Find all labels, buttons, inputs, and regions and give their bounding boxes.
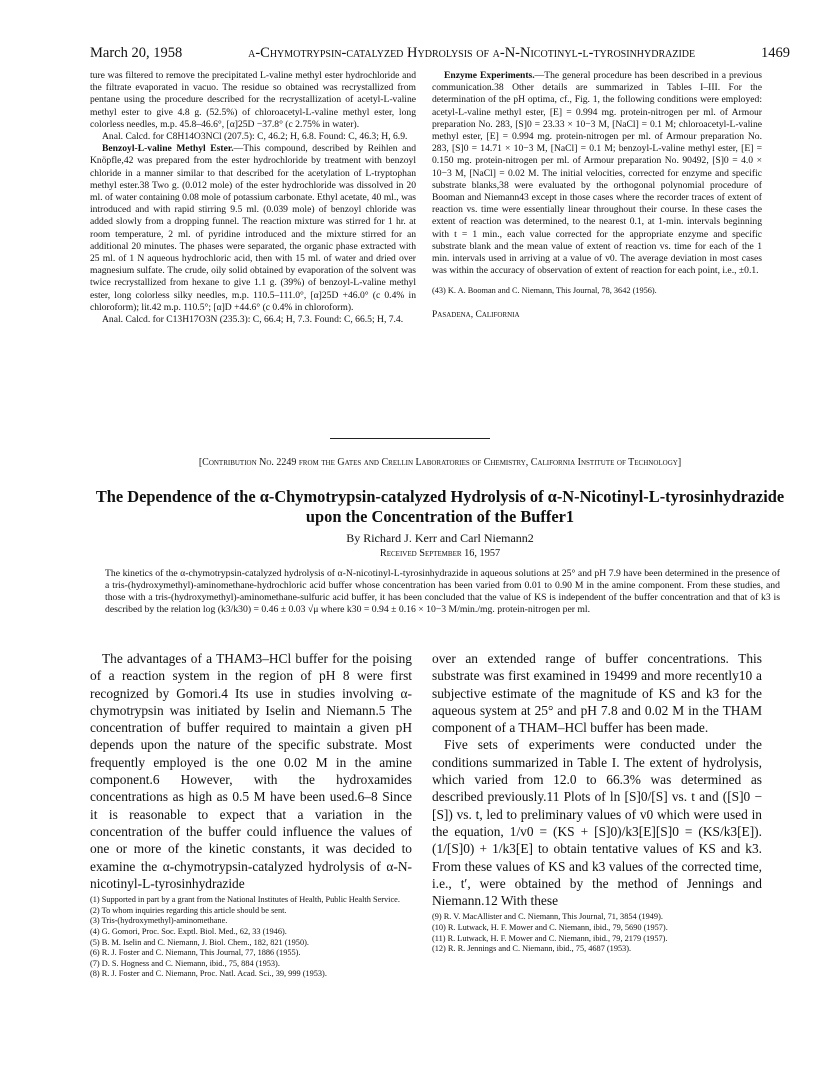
top-left-column [90, 70, 416, 326]
body-right-paragraph-2: Five sets of experiments were conducted under the conditions summarized in Table I. The extent of hydrolysis, which varied from 12.0 to 66.3% was determined as described previously.11 Plots of ln [S]0/[S] vs. t and ([S]0 − [S]) vs. t, led to preliminary values of v0 which were used in the equation, 1/v0 = (KS + [S]0)/k3[E][S]0 = (KS/k3[E]). (1/[S]0) + 1/k3[E] to obtain tentative values of KS and k3. From these values of KS and k3 values of the corrected time, i.e., t′, were obtained by the method of Jennings and Niemann.12 With these [432, 737, 762, 909]
footnote-1: (1) Supported in part by a grant from the National Institutes of Health, Public Health Service. [90, 895, 400, 905]
subheading-enzyme-experiments: Enzyme Experiments. [444, 70, 535, 81]
body-left-column [90, 650, 412, 980]
footnote-10: (10) R. Lutwack, H. F. Mower and C. Niemann, ibid., 79, 5690 (1957). [432, 923, 668, 933]
running-head [90, 45, 790, 62]
footnote-3: (3) Tris-(hydroxymethyl)-aminomethane. [90, 916, 228, 926]
body-left-paragraph: The advantages of a THAM3–HCl buffer for the poising of a reaction system in the region of pH 8 were first recognized by Gomori.4 Its use in studies involving α-chymotrypsin was initiated by Iselin and Niemann.5 The concentration of buffer required to maintain a given pH depends upon the nature of the specific substrate. Most frequently employed is the one 0.02 M in the amine component.6 However, with the hydroxamides concentrations as high as 0.5 M have been used.6–8 Since it is reasonable to expect that a variation in the concentration of the buffer could influence the values of one or more of the kinetic constants, it was decided to examine the α-chymotrypsin-catalyzed hydrolysis of α-N-nicotinyl-L-tyrosinhydrazide [90, 651, 412, 891]
header-running-title: α-Chymotrypsin-catalyzed Hydrolysis of α-N-Nicotinyl-l-tyrosinhydrazide [248, 45, 696, 61]
paragraph-analysis-1: Anal. Calcd. for C8H14O3NCl (207.5): C, 46.2; H, 6.8. Found: C, 46.3; H, 6.9. [102, 131, 408, 143]
paragraph-benzoyl-valine [90, 143, 416, 314]
footnote-12: (12) R. R. Jennings and C. Niemann, ibid., 75, 4687 (1953). [432, 944, 632, 954]
body-right-paragraph-1: over an extended range of buffer concentrations. This substrate was first examined in 19499 and more recently10 a subjective estimate of the magnitude of KS and k3 for the aqueous system at 25° and pH 7.8 and 0.02 M in the THAM component of a THAM–HCl buffer has been made. [432, 651, 762, 736]
article-authors: By Richard J. Kerr and Carl Niemann2 [346, 531, 534, 545]
footnote-8: (8) R. J. Foster and C. Niemann, Proc. Natl. Acad. Sci., 39, 999 (1953). [90, 969, 327, 979]
header-date: March 20, 1958 [90, 45, 183, 61]
footnote-2: (2) To whom inquiries regarding this article should be sent. [90, 905, 287, 915]
received-date: Received September 16, 1957 [379, 548, 501, 559]
paragraph-analysis-2: Anal. Calcd. for C13H17O3N (235.3): C, 66.4; H, 7.3. Found: C, 66.5; H, 7.4. [102, 314, 404, 326]
footnote-6: (6) R. J. Foster and C. Niemann, This Journal, 77, 1886 (1955). [90, 948, 301, 958]
footnote-9: (9) R. V. MacAllister and C. Niemann, This Journal, 71, 3854 (1949). [432, 912, 663, 922]
footnote-43: (43) K. A. Booman and C. Niemann, This Journal, 78, 3642 (1956). [432, 286, 657, 296]
contribution-note: [Contribution No. 2249 from the Gates and Crellin Laboratories of Chemistry, California Institute of Technology] [198, 457, 682, 468]
article-abstract: The kinetics of the α-chymotrypsin-catalyzed hydrolysis of α-N-nicotinyl-L-tyrosinhydrazide in aqueous solutions at 25° and pH 7.9 have been determined in the presence of a tris-(hydroxymethyl)-aminomethane-hydrochloric acid buffer whose concentration has been varied from 0.01 to 0.90 M in the amine component. From these studies, and those with a tris-(hydroxymethyl)-aminomethane-sulfuric acid buffer, it has been concluded that the value of KS is independent of the buffer concentration and that of k3 is described by the relation log (k3/k30) = 0.46 ± 0.03 √μ where k30 = 0.94 ± 0.16 × 10−3 M/min./mg. protein-nitrogen per ml. [105, 568, 780, 615]
footnote-5: (5) B. M. Iselin and C. Niemann, J. Biol. Chem., 182, 821 (1950). [90, 937, 309, 947]
footnote-4: (4) G. Gomori, Proc. Soc. Exptl. Biol. Med., 62, 33 (1946). [90, 926, 287, 936]
benzoyl-valine-text: —This compound, described by Reihlen and Knöpfle,42 was prepared from the ester hydrochloride by treatment with benzoyl chloride in a manner similar to that described for the acetylation of L-tryptophan methyl ester.38 Two g. (0.012 mole) of the ester hydrochloride was dissolved in 20 ml. of water containing 0.08 mole of potassium carbonate. Ethyl acetate, 40 ml., was introduced and with rapid stirring 9.5 ml. (0.039 mole) of benzoyl chloride was added slowly from a dropping funnel. The reaction mixture was stirred for 1 hr. at room temperature, 2 ml. of pyridine introduced and the mixture stirred for an additional 20 minutes. The phases were separated, the organic phase extracted with 25 ml. of 1 N aqueous hydrochloric acid, then with 15 ml. of water and dried over magnesium sulfate. The crude, oily solid obtained by evaporation of the solvent was twice recrystallized from hexane to give 1.1 g. (39%) of benzoyl-L-valine methyl ester, long colorless silky needles, m.p. 110.5–111.0°, [α]25D +46.0° (c 0.4% in chloroform); lit.42 m.p. 110.5°; [α]D +44.6° (c 0.4% in chloroform). [90, 143, 416, 313]
paragraph-enzyme-experiments [432, 70, 762, 277]
footnotes-right [432, 912, 762, 954]
paragraph-chloroacetyl-yield: ture was filtered to remove the precipitated L-valine methyl ester hydrochloride and the filtrate evaporated in vacuo. The residue so obtained was recrystallized from pentane using the procedure described for the recrystallization of acetyl-L-valine methyl ester to give 4.8 g. (52.5%) of chloroacetyl-L-valine methyl ester, long colorless needles, m.p. 45.8–46.6°, [α]25D −37.8° (c 2.75% in water). [90, 70, 416, 130]
footnote-11: (11) R. Lutwack, H. F. Mower and C. Niemann, ibid., 79, 2179 (1957). [432, 933, 668, 943]
subheading-benzoyl-valine: Benzoyl-L-valine Methyl Ester. [102, 143, 234, 155]
header-page-number: 1469 [761, 45, 790, 61]
article-title: The Dependence of the α-Chymotrypsin-catalyzed Hydrolysis of α-N-Nicotinyl-L-tyrosinhydrazide upon the Concentration of the Buffer1 [95, 487, 785, 526]
top-right-column [432, 70, 762, 321]
enzyme-experiments-text: —The general procedure has been described in a previous communication.38 Other details are summarized in Tables I–III. For the determination of the pH optima, cf., Fig. 1, the following conditions were employed: acetyl-L-valine methyl ester, [E] = 0.994 mg. protein-nitrogen per ml. of Armour preparation No. 283, [S]0 = 23.33 × 10−3 M, [NaCl] = 0.1 M; chloroacetyl-L-valine methyl ester, [E] = 0.994 mg. protein-nitrogen per ml. of Armour preparation No. 283, [S]0 = 14.71 × 10−3 M, [NaCl] = 0.1 M; benzoyl-L-valine methyl ester, [E] = 0.150 mg. protein-nitrogen per ml. of Armour preparation No. 90492, [S]0 = 4.0 × 10−3 M, [NaCl] = 0.02 M. The initial velocities, corrected for enzyme and specific substrate blanks,38 were evaluated by the orthogonal polynomial procedure of Booman and Niemann43 except in those cases where the recorder traces of extent of reaction vs. time were essentially linear throughout their course. In these cases the extent of reaction was determined, to the nearest 0.1, at 1-min. intervals beginning with t = 1 min., each value corrected for the appropriate enzyme and specific substrate blank and the mean value of extent of reaction vs. time for each of the 1 min. intervals used in arriving at a value of v0. The average deviation in most cases was within the accuracy of observation of extent of reaction for each point, i.e., ±0.1. [432, 70, 762, 277]
location-signature: Pasadena, California [432, 310, 520, 321]
body-right-column [432, 650, 762, 955]
footnotes-left [90, 895, 412, 980]
section-divider [330, 438, 490, 439]
footnote-7: (7) D. S. Hogness and C. Niemann, ibid., 75, 884 (1953). [90, 958, 280, 968]
